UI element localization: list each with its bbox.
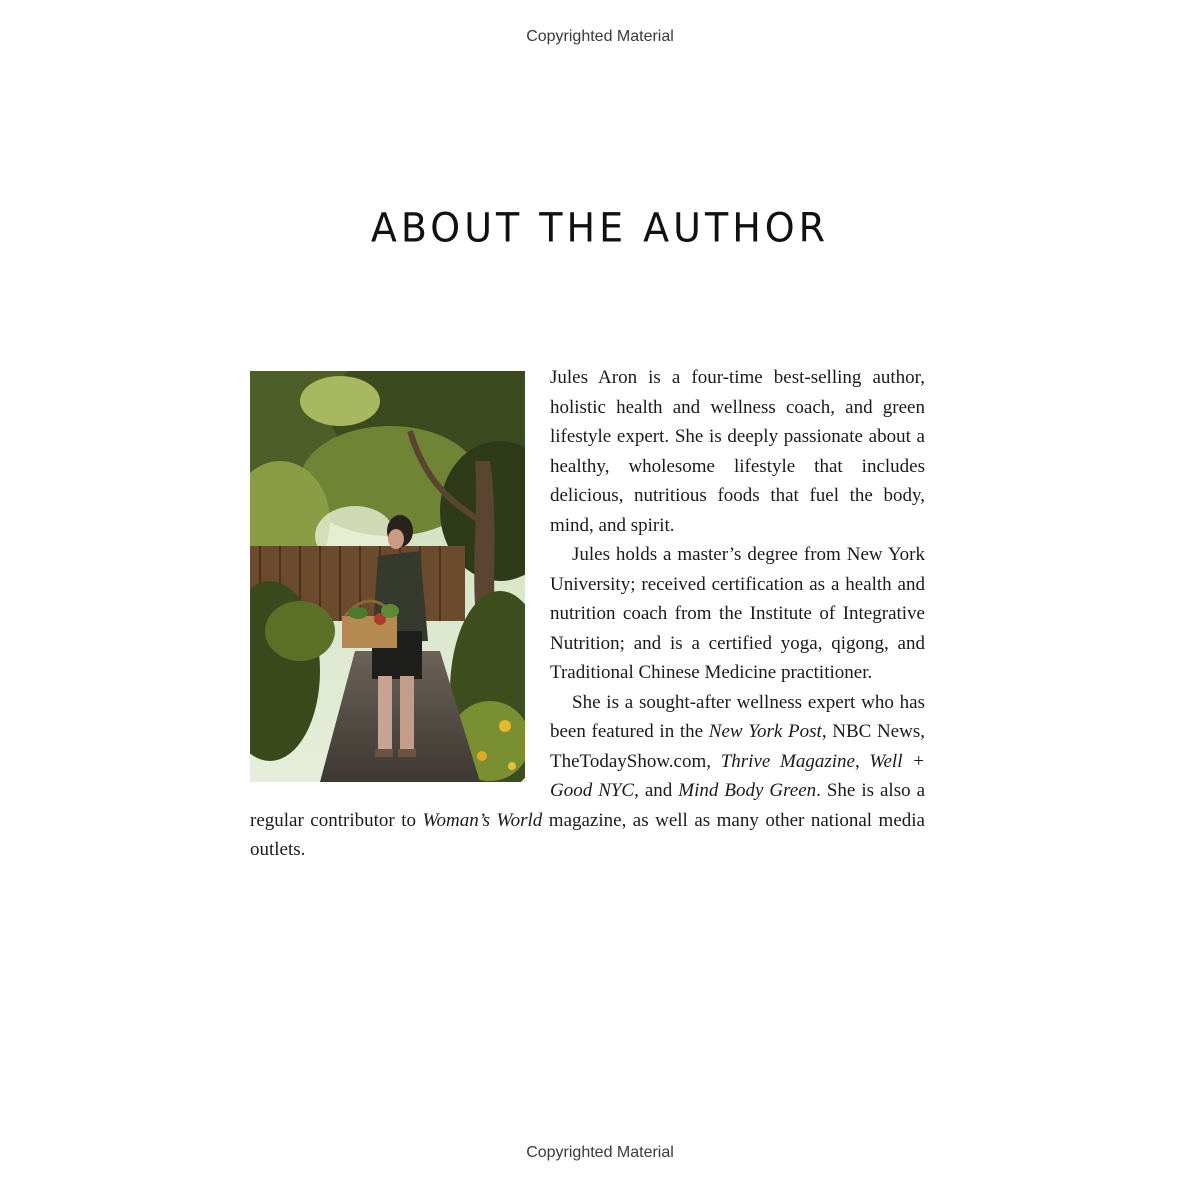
bio-p3-text-6: magazine, as well as many other national media outlets. (250, 809, 925, 860)
bio-p3-text-3: , (854, 750, 870, 772)
photo-float-space (250, 363, 550, 788)
copyright-footer: Copyrighted Material (526, 1144, 674, 1161)
bio-p1-text: Jules Aron is a four-time best-selling author, holistic health and wellness coach, and green lifestyle expert. She is deeply passionate about a healthy, wholesome lifestyle that includes delicious, nutritious foods that fuel the body, mind, and spirit. (550, 367, 925, 536)
publication-mind-body-green: Mind Body Green (678, 780, 817, 801)
bio-p2-text: Jules holds a master’s degree from New York University; received certification as a health and nutrition coach from the Institute of Integrative Nutrition; and is a certified yoga, qigong, and Traditional Chinese Medicine practitioner. (550, 544, 925, 683)
bio-p3-text-1: She is a sought-after wellness expert who has been featured in the (550, 691, 925, 742)
publication-new-york-post: New York Post (708, 721, 822, 742)
bio-p3-text-2: , NBC News, TheTodayShow.com, (550, 721, 925, 772)
copyright-header: Copyrighted Material (526, 28, 674, 45)
publication-well-good-nyc: Well + Good NYC (550, 750, 925, 801)
page-title: ABOUT THE AUTHOR (370, 204, 830, 252)
publication-thrive-magazine: Thrive Magazine (720, 750, 855, 772)
author-bio (250, 363, 925, 865)
bio-p3-text-4: , and (634, 780, 679, 801)
publication-womans-world: Woman’s World (422, 809, 543, 831)
bio-p3-text-5: . She is also a regular contributor to (250, 780, 926, 831)
